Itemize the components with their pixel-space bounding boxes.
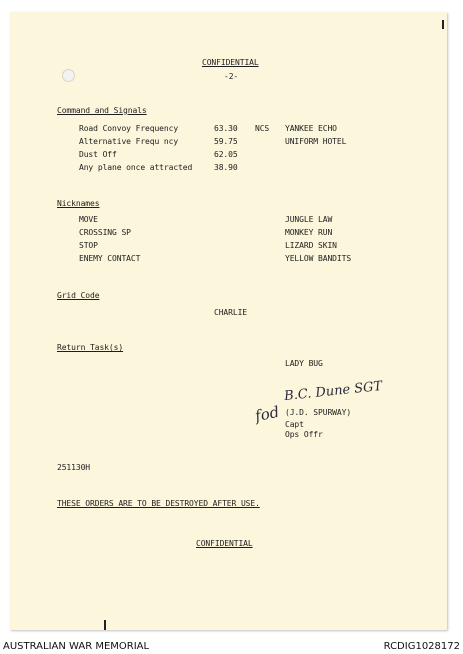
edge-mark — [442, 20, 444, 29]
handwritten-initials: fod — [253, 402, 281, 426]
page-number: -2- — [224, 72, 239, 81]
signal-label: Alternative Frequ ncy — [79, 137, 179, 146]
grid-code-value: CHARLIE — [214, 308, 248, 317]
section-heading-command-signals: Command and Signals — [57, 106, 147, 115]
signatory-role: Ops Offr — [285, 430, 323, 439]
nickname-term: STOP — [79, 241, 98, 250]
archive-source: AUSTRALIAN WAR MEMORIAL — [3, 641, 150, 652]
edge-mark — [104, 620, 106, 630]
signal-label: Any plane once attracted — [79, 163, 193, 172]
return-task-value: LADY BUG — [285, 359, 323, 368]
signal-frequency: 38.90 — [214, 163, 238, 172]
section-heading-grid-code: Grid Code — [57, 291, 100, 300]
signatory-rank: Capt — [285, 420, 304, 429]
signal-label: Road Convoy Frequency — [79, 124, 179, 133]
punch-hole — [62, 69, 75, 82]
nickname-value: JUNGLE LAW — [285, 215, 333, 224]
classification-header: CONFIDENTIAL — [202, 58, 259, 67]
handwritten-signature: B.C. Dune SGT — [283, 378, 383, 405]
nickname-term: CROSSING SP — [79, 228, 131, 237]
nickname-value: YELLOW BANDITS — [285, 254, 352, 263]
nickname-term: MOVE — [79, 215, 98, 224]
signal-frequency: 62.05 — [214, 150, 238, 159]
date-time-group: 251130H — [57, 463, 91, 472]
classification-footer: CONFIDENTIAL — [196, 539, 253, 548]
document-page — [10, 12, 447, 630]
signal-code: NCS — [255, 124, 270, 133]
nickname-value: MONKEY RUN — [285, 228, 333, 237]
signatory-name: (J.D. SPURWAY) — [285, 408, 352, 417]
section-heading-nicknames: Nicknames — [57, 199, 100, 208]
signal-frequency: 63.30 — [214, 124, 238, 133]
nickname-value: LIZARD SKIN — [285, 241, 337, 250]
signal-label: Dust Off — [79, 150, 117, 159]
signal-callsign: UNIFORM HOTEL — [285, 137, 347, 146]
archive-reference: RCDIG1028172 — [383, 641, 460, 652]
archive-footer — [0, 636, 463, 654]
signal-frequency: 59.75 — [214, 137, 238, 146]
section-heading-return-task: Return Task(s) — [57, 343, 124, 352]
destroy-notice: THESE ORDERS ARE TO BE DESTROYED AFTER USE. — [57, 499, 260, 508]
signal-callsign: YANKEE ECHO — [285, 124, 337, 133]
nickname-term: ENEMY CONTACT — [79, 254, 141, 263]
